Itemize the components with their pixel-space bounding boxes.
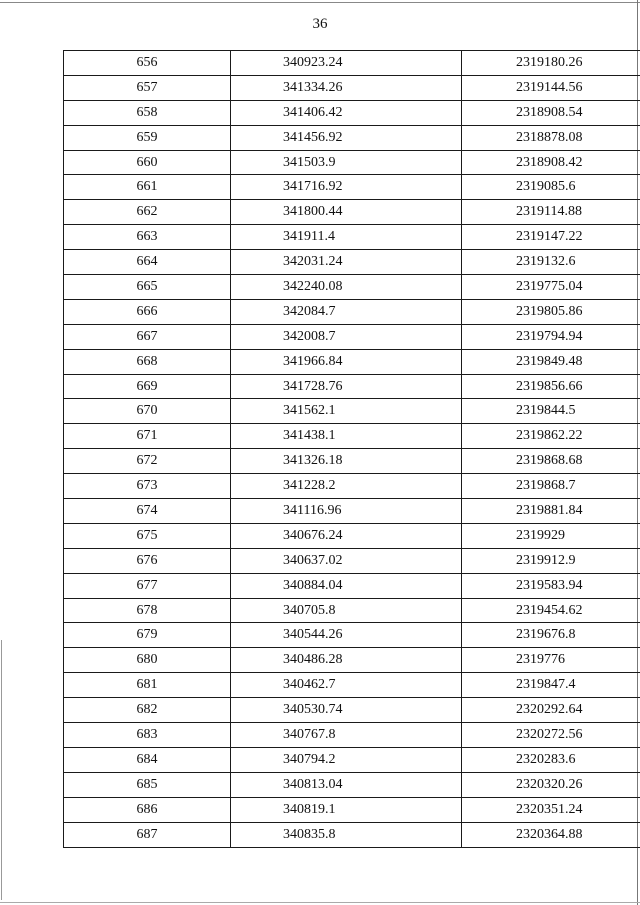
x-coordinate-cell: 340813.04 [231, 772, 462, 797]
y-coordinate-cell: 2319868.7 [462, 474, 640, 499]
point-number-cell: 669 [64, 374, 231, 399]
x-coordinate-cell: 340835.8 [231, 822, 462, 847]
y-coordinate-cell: 2319847.4 [462, 673, 640, 698]
x-coordinate-cell: 340794.2 [231, 747, 462, 772]
point-number-cell: 678 [64, 598, 231, 623]
y-coordinate-cell: 2319856.66 [462, 374, 640, 399]
x-coordinate-cell: 341456.92 [231, 125, 462, 150]
y-coordinate-cell: 2319868.68 [462, 449, 640, 474]
table-row [64, 573, 640, 598]
y-coordinate-cell: 2320283.6 [462, 747, 640, 772]
point-number-cell: 684 [64, 747, 231, 772]
x-coordinate-cell: 340923.24 [231, 51, 462, 76]
table-row [64, 623, 640, 648]
table-row [64, 225, 640, 250]
y-coordinate-cell: 2319085.6 [462, 175, 640, 200]
table-row [64, 175, 640, 200]
y-coordinate-cell: 2319114.88 [462, 200, 640, 225]
y-coordinate-cell: 2320364.88 [462, 822, 640, 847]
point-number-cell: 661 [64, 175, 231, 200]
point-number-cell: 666 [64, 299, 231, 324]
point-number-cell: 681 [64, 673, 231, 698]
point-number-cell: 659 [64, 125, 231, 150]
table-row [64, 100, 640, 125]
coordinates-table [63, 50, 640, 848]
scan-edge-bottom [0, 902, 640, 903]
y-coordinate-cell: 2319676.8 [462, 623, 640, 648]
x-coordinate-cell: 340705.8 [231, 598, 462, 623]
y-coordinate-cell: 2319862.22 [462, 424, 640, 449]
table-row [64, 349, 640, 374]
point-number-cell: 674 [64, 499, 231, 524]
point-number-cell: 660 [64, 150, 231, 175]
y-coordinate-cell: 2319132.6 [462, 250, 640, 275]
point-number-cell: 656 [64, 51, 231, 76]
table-row [64, 125, 640, 150]
table-row [64, 150, 640, 175]
x-coordinate-cell: 340767.8 [231, 723, 462, 748]
x-coordinate-cell: 341438.1 [231, 424, 462, 449]
table-row [64, 673, 640, 698]
table-row [64, 449, 640, 474]
y-coordinate-cell: 2319912.9 [462, 548, 640, 573]
table-row [64, 250, 640, 275]
x-coordinate-cell: 341503.9 [231, 150, 462, 175]
x-coordinate-cell: 340676.24 [231, 523, 462, 548]
x-coordinate-cell: 342031.24 [231, 250, 462, 275]
x-coordinate-cell: 340819.1 [231, 797, 462, 822]
y-coordinate-cell: 2319180.26 [462, 51, 640, 76]
y-coordinate-cell: 2318908.54 [462, 100, 640, 125]
point-number-cell: 664 [64, 250, 231, 275]
point-number-cell: 667 [64, 324, 231, 349]
y-coordinate-cell: 2319881.84 [462, 499, 640, 524]
table-row [64, 797, 640, 822]
y-coordinate-cell: 2319929 [462, 523, 640, 548]
x-coordinate-cell: 340544.26 [231, 623, 462, 648]
table-row [64, 723, 640, 748]
y-coordinate-cell: 2319144.56 [462, 75, 640, 100]
point-number-cell: 679 [64, 623, 231, 648]
x-coordinate-cell: 341728.76 [231, 374, 462, 399]
x-coordinate-cell: 341716.92 [231, 175, 462, 200]
table-row [64, 499, 640, 524]
point-number-cell: 677 [64, 573, 231, 598]
y-coordinate-cell: 2319147.22 [462, 225, 640, 250]
table-row [64, 598, 640, 623]
x-coordinate-cell: 340637.02 [231, 548, 462, 573]
x-coordinate-cell: 341911.4 [231, 225, 462, 250]
table-row [64, 523, 640, 548]
point-number-cell: 686 [64, 797, 231, 822]
point-number-cell: 657 [64, 75, 231, 100]
point-number-cell: 662 [64, 200, 231, 225]
y-coordinate-cell: 2320272.56 [462, 723, 640, 748]
x-coordinate-cell: 340486.28 [231, 648, 462, 673]
table-row [64, 324, 640, 349]
y-coordinate-cell: 2319454.62 [462, 598, 640, 623]
table-row [64, 772, 640, 797]
y-coordinate-cell: 2319775.04 [462, 275, 640, 300]
point-number-cell: 671 [64, 424, 231, 449]
x-coordinate-cell: 341326.18 [231, 449, 462, 474]
point-number-cell: 685 [64, 772, 231, 797]
x-coordinate-cell: 341116.96 [231, 499, 462, 524]
x-coordinate-cell: 341966.84 [231, 349, 462, 374]
x-coordinate-cell: 340884.04 [231, 573, 462, 598]
x-coordinate-cell: 341800.44 [231, 200, 462, 225]
x-coordinate-cell: 342084.7 [231, 299, 462, 324]
point-number-cell: 672 [64, 449, 231, 474]
table-row [64, 548, 640, 573]
point-number-cell: 680 [64, 648, 231, 673]
y-coordinate-cell: 2318908.42 [462, 150, 640, 175]
point-number-cell: 675 [64, 523, 231, 548]
table-row [64, 747, 640, 772]
point-number-cell: 683 [64, 723, 231, 748]
y-coordinate-cell: 2319844.5 [462, 399, 640, 424]
table-row [64, 299, 640, 324]
table-row [64, 51, 640, 76]
scan-edge-left [1, 640, 2, 900]
x-coordinate-cell: 341406.42 [231, 100, 462, 125]
y-coordinate-cell: 2318878.08 [462, 125, 640, 150]
x-coordinate-cell: 340530.74 [231, 698, 462, 723]
table-row [64, 275, 640, 300]
point-number-cell: 658 [64, 100, 231, 125]
point-number-cell: 687 [64, 822, 231, 847]
y-coordinate-cell: 2319805.86 [462, 299, 640, 324]
x-coordinate-cell: 342008.7 [231, 324, 462, 349]
x-coordinate-cell: 340462.7 [231, 673, 462, 698]
x-coordinate-cell: 341562.1 [231, 399, 462, 424]
point-number-cell: 676 [64, 548, 231, 573]
table-row [64, 698, 640, 723]
y-coordinate-cell: 2319794.94 [462, 324, 640, 349]
table-row [64, 200, 640, 225]
y-coordinate-cell: 2319776 [462, 648, 640, 673]
scan-edge-top [0, 2, 640, 3]
table-row [64, 399, 640, 424]
y-coordinate-cell: 2320320.26 [462, 772, 640, 797]
table-row [64, 75, 640, 100]
point-number-cell: 663 [64, 225, 231, 250]
table-row [64, 374, 640, 399]
point-number-cell: 668 [64, 349, 231, 374]
point-number-cell: 665 [64, 275, 231, 300]
page-number: 36 [312, 16, 328, 32]
y-coordinate-cell: 2319583.94 [462, 573, 640, 598]
y-coordinate-cell: 2320292.64 [462, 698, 640, 723]
x-coordinate-cell: 342240.08 [231, 275, 462, 300]
table-row [64, 822, 640, 847]
x-coordinate-cell: 341228.2 [231, 474, 462, 499]
table-row [64, 648, 640, 673]
table-row [64, 474, 640, 499]
point-number-cell: 682 [64, 698, 231, 723]
point-number-cell: 673 [64, 474, 231, 499]
table-row [64, 424, 640, 449]
y-coordinate-cell: 2320351.24 [462, 797, 640, 822]
point-number-cell: 670 [64, 399, 231, 424]
y-coordinate-cell: 2319849.48 [462, 349, 640, 374]
coordinates-table-body [64, 51, 640, 848]
x-coordinate-cell: 341334.26 [231, 75, 462, 100]
